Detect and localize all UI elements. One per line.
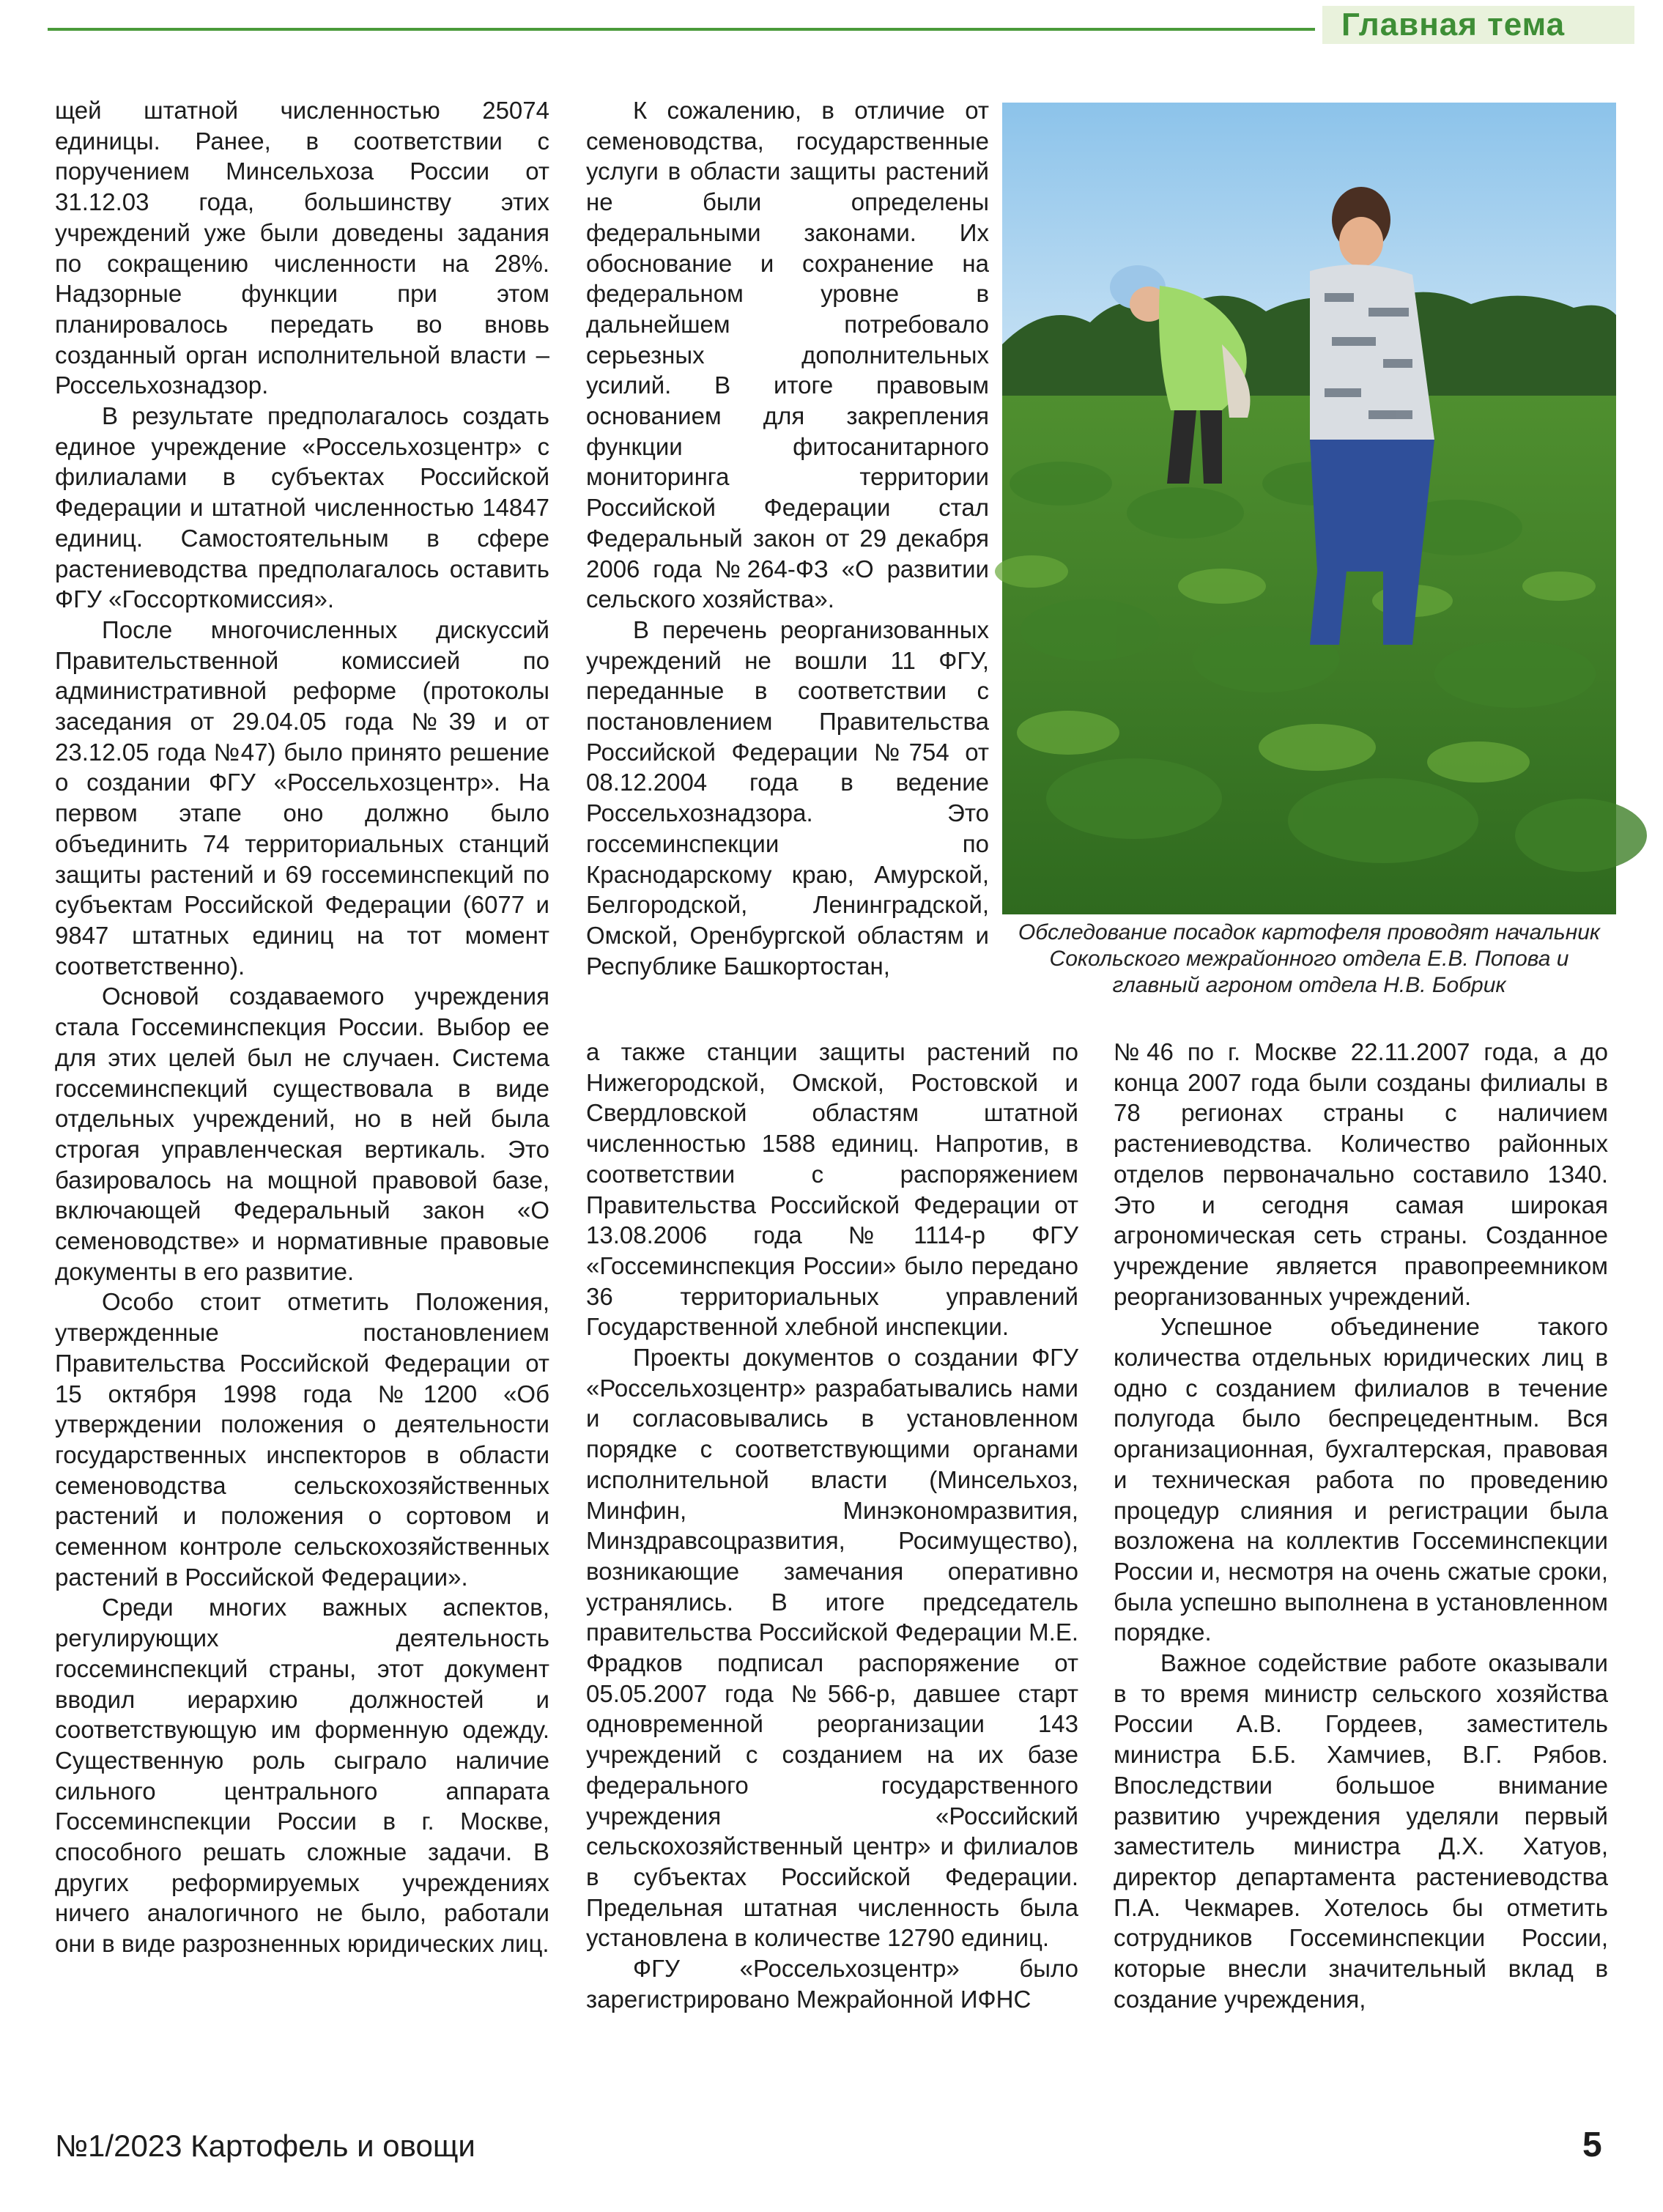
paragraph: К сожалению, в отличие от семеноводства, государственные услуги в области защиты растений не были определены федеральными законами. Их обоснование и сохранение на федеральном уровне в дальнейшем потребовало серьезных дополнительных усилий. В итоге правовым основанием для закрепления функции фитосанитарного мониторинга территории Российской Федерации стал Федеральный закон от 29 декабря 2006 года №264-ФЗ «О развитии сельского хозяйства». bbox=[586, 97, 989, 613]
paragraph: Основой создаваемого учреждения стала Госсеминспекция России. Выбор ее для этих целей был не случаен. Система госсеминспекций существовала в виде отдельных учреждений, но в ней была строгая управленческая вертикаль. Это базировалось на мощной правовой базе, включающей Федеральный закон «О семеноводстве» и нормативные правовые документы в его развитие. bbox=[55, 983, 549, 1285]
paragraph: Среди многих важных аспектов, регулирующих деятельность госсеминспекций страны, этот документ вводил иерархию должностей и соответствующую им форменную одежду. Существенную роль сыграло наличие сильного центрального аппарата Госсеминспекции России в г. Москве, способного решать сложные задачи. В других реформируемых учреждениях ничего аналогичного не было, работали они в виде разрозненных юридических лиц. bbox=[55, 1594, 549, 1958]
paragraph: Проекты документов о создании ФГУ «Россельхозцентр» разрабатывались нами и согласовывались в установленном порядке с соответствующими органами исполнительной власти (Минсельхоз, Минфин, Минэкономразвития, Минздравсоцразвития, Росимущество), возникающие замечания оперативно устранялись. В итоге председатель правительства Российской Федерации М.Е. Фрадков подписал распоряжение от 05.05.2007 года №566-р, давшее старт одновременной реорганизации 143 учреждений с созданием на их базе федерального государственного учреждения «Российский сельскохозяйственный центр» и филиалов в субъектах Российской Федерации. Предельная штатная численность была установлена в количестве 12790 единиц. bbox=[586, 1344, 1078, 1952]
paragraph: Особо стоит отметить Положения, утвержденные постановлением Правительства Российской Федерации от 15 октября 1998 года №1200 «Об утверждении положения о деятельности государственных инспекторов в области семеноводства сельскохозяйственных растений и положения о сортовом и семенном контроле сельскохозяйственных растений в Российской Федерации». bbox=[55, 1288, 549, 1591]
paragraph: Успешное объединение такого количества отдельных юридических лиц в одно с созданием филиалов в течение полугода было беспрецедентным. Вся организационная, бухгалтерская, правовая и техническая работа по проведению процедур слияния и регистрации была возложена на коллектив Госсеминспекции России и, несмотря на очень сжатые сроки, была успешно выполнена в установленном порядке. bbox=[1114, 1313, 1608, 1646]
section-title: Главная тема bbox=[1322, 6, 1634, 44]
paragraph: №46 по г. Москве 22.11.2007 года, а до конца 2007 года были созданы филиалы в 78 регионах страны с наличием растениеводства. Количество районных отделов первоначально составило 1340. Это и сегодня самая широкая агрономическая сеть страны. Созданное учреждение является правопреемником реорганизованных учреждений. bbox=[1114, 1038, 1608, 1310]
paragraph: а также станции защиты растений по Нижегородской, Омской, Ростовской и Свердловской областям штатной численностью 1588 единиц. Напротив, в соответствии с распоряжением Правительства Российской Федерации от 13.08.2006 года №1114-р ФГУ «Госсеминспекция России» было передано 36 территориальных управлений Государственной хлебной инспекции. bbox=[586, 1038, 1078, 1341]
text-column-3 bbox=[586, 1037, 1078, 2106]
journal-issue: №1/2023 Картофель и овощи bbox=[55, 2128, 475, 2163]
potato-field-image bbox=[1002, 103, 1616, 914]
header-rule bbox=[48, 28, 1315, 31]
paragraph: ФГУ «Россельхозцентр» было зарегистрировано Межрайонной ИФНС bbox=[586, 1955, 1078, 2013]
text-column-4 bbox=[1114, 1037, 1608, 2106]
paragraph: Важное содействие работе оказывали в то время министр сельского хозяйства России А.В. Гордеев, заместитель министра Б.Б. Хамчиев, В.Г. Рябов. Впоследствии большое внимание развитию учреждения уделяли первый заместитель министра Д.Х. Хатуов, директор департамента растениеводства П.А. Чекмарев. Хотелось бы отметить сотрудников Госсеминспекции России, которые внесли значительный вклад в создание учреждения, bbox=[1114, 1649, 1608, 2013]
field-photo bbox=[1002, 103, 1616, 914]
text-column-2 bbox=[586, 95, 989, 980]
paragraph: В результате предполагалось создать единое учреждение «Россельхозцентр» с филиалами в субъектах Российской Федерации и штатной численностью 14847 единиц. Самостоятельным в сфере растениеводства предполагалось оставить ФГУ «Госсорткомиссия». bbox=[55, 402, 549, 613]
paragraph: щей штатной численностью 25074 единицы. Ранее, в соответствии с поручением Минсельхоза России от 31.12.03 года, большинству этих учреждений уже были доведены задания по сокращению численности на 28%. Надзорные функции при этом планировалось передать во вновь созданный орган исполнительной власти – Россельхознадзор. bbox=[55, 97, 549, 399]
paragraph: В перечень реорганизованных учреждений не вошли 11 ФГУ, переданные в соответствии с постановлением Правительства Российской Федерации №754 от 08.12.2004 года в ведение Россельхознадзора. Это госсеминспекции по Краснодарскому краю, Амурской, Белгородской, Ленинградской, Омской, Оренбургской областям и Республике Башкортостан, bbox=[586, 615, 989, 980]
photo-caption: Обследование посадок картофеля проводят начальник Сокольского межрайонного отдела Е.В. Попова и главный агроном отдела Н.В. Бобрик bbox=[1018, 920, 1601, 997]
paragraph: После многочисленных дискуссий Правительственной комиссией по административной реформе (протоколы заседания от 29.04.05 года №39 и от 23.12.05 года №47) было принято решение о создании ФГУ «Россельхозцентр». На первом этапе оно должно было объединить 74 территориальных станций защиты растений и 69 госсеминспекций по субъектам Российской Федерации (6077 и 9847 штатных единиц на тот момент соответственно). bbox=[55, 615, 549, 980]
page-number: 5 bbox=[1582, 2126, 1602, 2164]
text-column-1 bbox=[55, 95, 549, 2103]
